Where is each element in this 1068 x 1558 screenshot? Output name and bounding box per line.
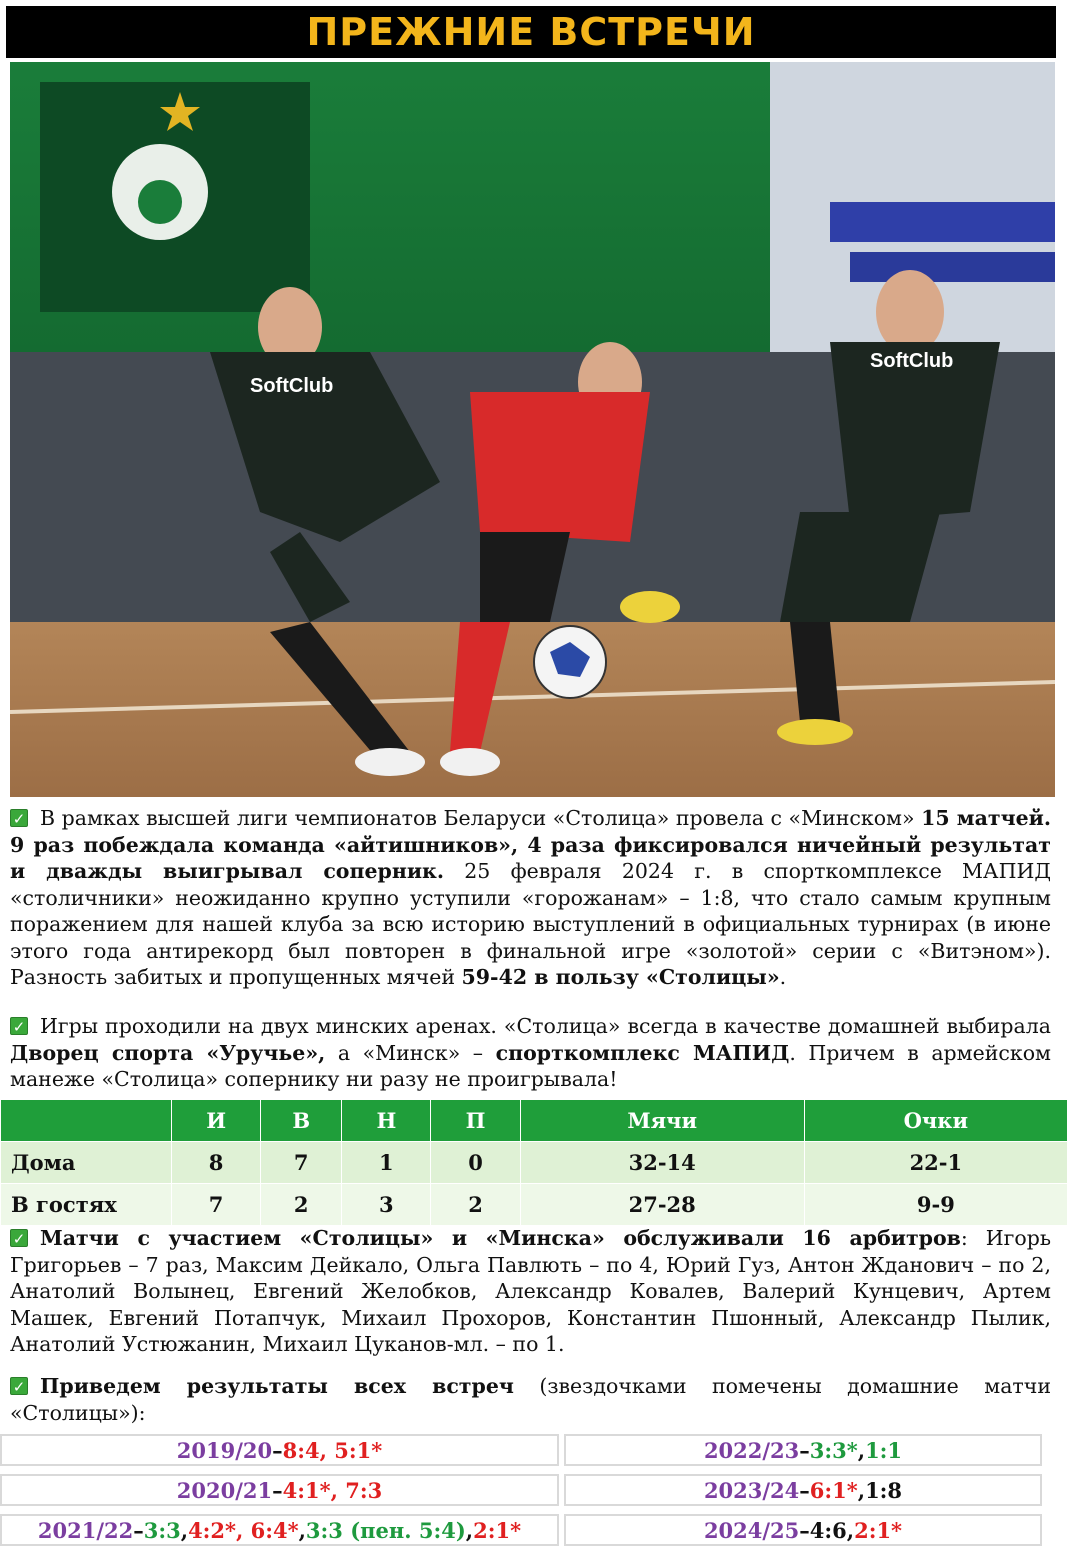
p2-text-1: Игры проходили на двух минских аренах. «Столица» всегда в качестве домашней выбирала [40,1014,1051,1038]
result-2023-24 [564,1474,1042,1506]
stats-header: П [431,1100,520,1142]
table-cell: 1 [342,1142,431,1184]
sep: , [846,1517,855,1543]
score: 2:1* [854,1517,903,1543]
sep: , [857,1477,866,1503]
table-row [1,1142,1068,1184]
dash: – [799,1477,810,1503]
score: 1:8 [865,1477,903,1503]
score: 4:6 [809,1517,847,1543]
sep: , [298,1517,306,1543]
sep: , [857,1437,866,1463]
p1-text-1: В рамках высшей лиги чемпионатов Беларуси «Столица» провела с «Минском» [40,806,922,830]
check-icon: ✓ [10,1377,28,1395]
paragraph-2 [10,1013,1051,1093]
p1-text-2: 25 февраля 2024 г. в спорткомплексе МАПИД «столичники» неожиданно крупно уступили «горожанам» – 1:8, что стало самым крупным поражением для нашей клуба за всю историю выступлений в официальных турнирах (в июне этого года антирекорд был повторен в финальной игре «золотой» серии с «Витэном»). Разность забитых и пропущенных мячей [10,859,1051,989]
table-cell: 8 [172,1142,261,1184]
season-label: 2023/24 [703,1477,800,1503]
result-2020-21 [0,1474,559,1506]
season-label: 2020/21 [176,1477,273,1503]
futsal-match-photo [10,62,1055,797]
dash: – [133,1517,144,1543]
season-label: 2019/20 [176,1437,273,1463]
paragraph-4 [10,1373,1051,1426]
jersey-text: SoftClub [250,375,334,397]
table-cell: 3 [342,1184,431,1226]
result-2024-25 [564,1514,1042,1546]
stats-header: Очки [804,1100,1067,1142]
svg-text:SoftClub: SoftClub [870,350,954,372]
score: 3:3* [809,1437,858,1463]
paragraph-1 [10,805,1051,991]
score: 3:3 (пен. 5:4) [305,1517,466,1543]
title-bar [6,6,1056,58]
p3-bold-1: Матчи с участием «Столицы» и «Минска» обслуживали 16 арбитров [40,1226,961,1250]
p1-bold-2: 59-42 в пользу «Столицы» [461,965,780,989]
table-cell: 7 [261,1142,342,1184]
table-cell: 32-14 [520,1142,804,1184]
season-label: 2021/22 [37,1517,134,1543]
table-cell: 22-1 [804,1142,1067,1184]
score: 4:2*, 6:4* [188,1517,299,1543]
table-cell: 27-28 [520,1184,804,1226]
paragraph-3 [10,1225,1051,1358]
table-cell: 2 [261,1184,342,1226]
table-cell: 7 [172,1184,261,1226]
table-cell: Дома [1,1142,172,1184]
score: 1:1 [865,1437,903,1463]
page-title: ПРЕЖНИЕ ВСТРЕЧИ [306,10,756,54]
match-photo [10,62,1055,797]
dash: – [272,1437,283,1463]
table-cell: 9-9 [804,1184,1067,1226]
p1-text-3: . [779,965,787,989]
sep: , [180,1517,189,1543]
stats-header-row [1,1100,1068,1142]
table-cell: В гостях [1,1184,172,1226]
dash: – [272,1477,283,1503]
result-2021-22 [0,1514,559,1546]
stats-table [0,1099,1068,1226]
stats-header [1,1100,172,1142]
dash: – [799,1517,810,1543]
result-2019-20 [0,1434,559,1466]
p3-text-1: : Игорь Григорьев – 7 раз, Максим Дейкало, Ольга Павлють – по 4, Юрий Гуз, Антон Жданович – по 2, Анатолий Волынец, Евгений Желобков, Александр Ковалев, Валерий Кунцевич, Артем Машек, Евгений Потапчук, Михаил Прохоров, Константин Пшонный, Александр Пылик, Анатолий Устюжанин, Михаил Цуканов-мл. – по 1. [10,1226,1052,1356]
score: 4:1*, 7:3 [282,1477,383,1503]
score: 8:4, 5:1* [282,1437,383,1463]
p2-bold-1: Дворец спорта «Уручье», [10,1040,326,1065]
season-label: 2022/23 [703,1437,800,1463]
check-icon: ✓ [10,1017,28,1035]
sep: , [465,1517,474,1543]
p4-text-1: (звездочками помечены домашние матчи «Столицы»): [10,1374,1051,1425]
dash: – [799,1437,810,1463]
score: 2:1* [473,1517,522,1543]
table-cell: 2 [431,1184,520,1226]
score: 3:3 [143,1517,181,1543]
p4-bold-1: Приведем результаты всех встреч [40,1374,514,1398]
p2-bold-2: спорткомплекс МАПИД [495,1040,790,1065]
stats-header: И [172,1100,261,1142]
p2-text-2: а «Минск» – [325,1040,496,1065]
p2-text-3: . Причем в армейском манеже «Столица» сопернику ни разу не проигрывала! [10,1040,1051,1091]
score: 6:1* [809,1477,858,1503]
stats-header: Мячи [520,1100,804,1142]
table-row [1,1184,1068,1226]
result-2022-23 [564,1434,1042,1466]
stats-header: В [261,1100,342,1142]
p1-bold-1: 15 матчей. 9 раз побеждала команда «айтишников», 4 раза фиксировался ничейный результат и дважды выигрывал соперник. [10,806,1051,883]
table-cell: 0 [431,1142,520,1184]
stats-header: Н [342,1100,431,1142]
season-label: 2024/25 [703,1517,800,1543]
check-icon: ✓ [10,1229,28,1247]
check-icon: ✓ [10,809,28,827]
